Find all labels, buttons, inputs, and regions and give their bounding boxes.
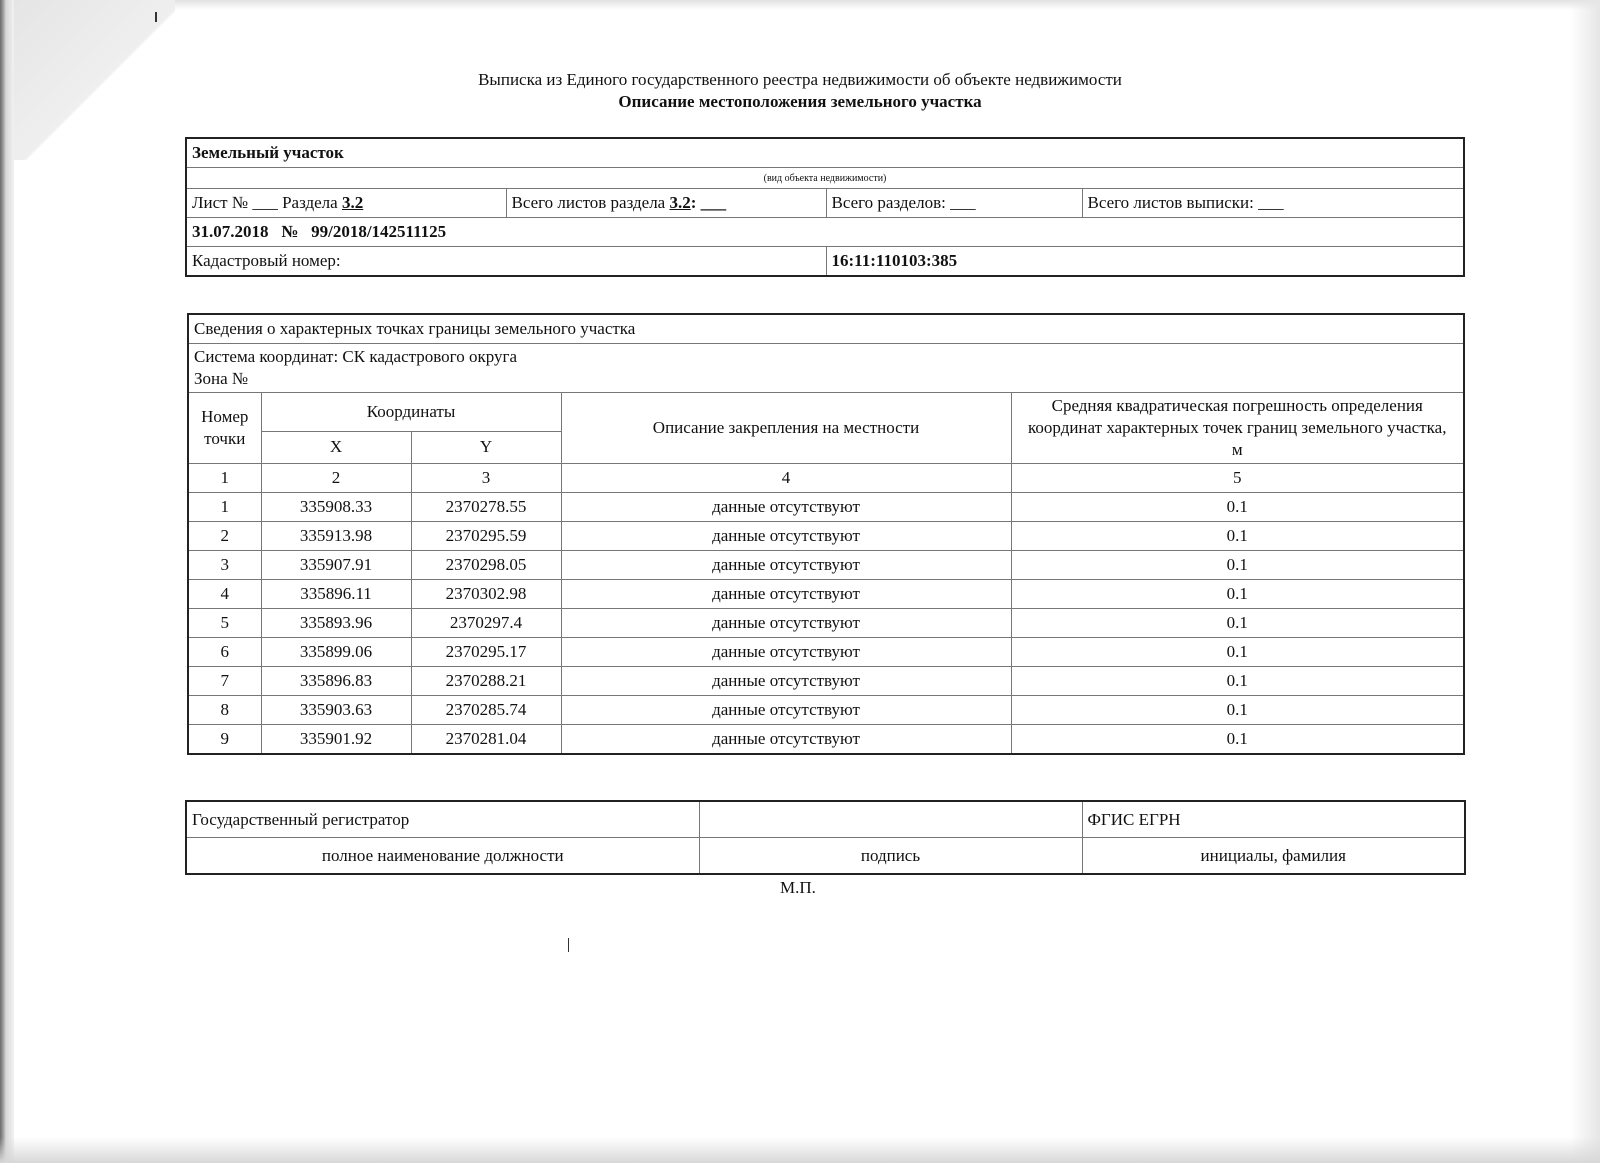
column-number: 5	[1011, 464, 1464, 493]
point-error: 0.1	[1011, 493, 1464, 522]
extract-date: 31.07.2018	[192, 222, 269, 241]
point-row	[188, 522, 1464, 551]
section-label: Раздела	[282, 193, 338, 212]
point-error: 0.1	[1011, 551, 1464, 580]
point-row	[188, 725, 1464, 755]
coord-system-cell	[188, 344, 1464, 393]
point-row	[188, 667, 1464, 696]
point-row	[188, 638, 1464, 667]
point-error: 0.1	[1011, 638, 1464, 667]
section-value: 3.2	[341, 193, 364, 212]
boundary-points-table	[187, 313, 1465, 755]
point-row	[188, 609, 1464, 638]
column-number: 1	[188, 464, 261, 493]
point-error: 0.1	[1011, 609, 1464, 638]
point-y: 2370285.74	[411, 696, 561, 725]
point-error: 0.1	[1011, 667, 1464, 696]
object-type: Земельный участок	[186, 138, 1464, 168]
col-header-coords: Координаты	[261, 393, 561, 432]
total-sheets-extract-label: Всего листов выписки:	[1087, 193, 1254, 212]
point-description: данные отсутствуют	[561, 522, 1011, 551]
point-y: 2370302.98	[411, 580, 561, 609]
point-x: 335896.11	[261, 580, 411, 609]
col-header-y: Y	[411, 431, 561, 463]
cadastral-number-value: 16:11:110103:385	[826, 247, 1464, 277]
point-x: 335907.91	[261, 551, 411, 580]
point-x: 335896.83	[261, 667, 411, 696]
scan-speck	[568, 938, 569, 952]
registrar-position: Государственный регистратор	[186, 801, 699, 838]
point-description: данные отсутствуют	[561, 580, 1011, 609]
col-header-point-no: Номер точки	[188, 393, 261, 464]
extract-number: 99/2018/142511125	[311, 222, 447, 241]
column-number: 4	[561, 464, 1011, 493]
point-y: 2370295.17	[411, 638, 561, 667]
name-caption: инициалы, фамилия	[1082, 838, 1465, 875]
total-sheets-section-ref: 3.2	[669, 193, 691, 212]
registrar-name: ФГИС ЕГРН	[1082, 801, 1465, 838]
point-description: данные отсутствуют	[561, 551, 1011, 580]
point-row	[188, 493, 1464, 522]
point-number: 1	[188, 493, 261, 522]
point-description: данные отсутствуют	[561, 667, 1011, 696]
total-sections-label: Всего разделов:	[831, 193, 946, 212]
point-x: 335899.06	[261, 638, 411, 667]
sheet-number-cell	[186, 189, 506, 218]
zone-number: Зона №	[194, 369, 249, 388]
point-y: 2370295.59	[411, 522, 561, 551]
number-sign: №	[281, 222, 299, 241]
point-y: 2370297.4	[411, 609, 561, 638]
scan-edge-bottom	[0, 1137, 1600, 1163]
scan-edge-right	[1570, 0, 1600, 1163]
col-header-error: Средняя квадратическая погрешность определения координат характерных точек границ земельного участка, м	[1011, 393, 1464, 464]
scan-speck	[155, 12, 157, 22]
total-sheets-section-value: : ___	[690, 193, 727, 212]
point-description: данные отсутствуют	[561, 609, 1011, 638]
document-title: Выписка из Единого государственного реестра недвижимости об объекте недвижимости	[478, 70, 1122, 89]
col-header-x: X	[261, 431, 411, 463]
point-y: 2370281.04	[411, 725, 561, 755]
point-x: 335901.92	[261, 725, 411, 755]
object-type-caption: (вид объекта недвижимости)	[186, 168, 1464, 189]
stamp-place: М.П.	[780, 878, 816, 897]
point-description: данные отсутствуют	[561, 725, 1011, 755]
total-sheets-extract-value: ___	[1258, 193, 1284, 212]
sheet-number-label: Лист №	[192, 193, 249, 212]
total-sections-value: ___	[950, 193, 976, 212]
point-x: 335903.63	[261, 696, 411, 725]
point-error: 0.1	[1011, 580, 1464, 609]
point-number: 9	[188, 725, 261, 755]
document-subtitle: Описание местоположения земельного участка	[618, 92, 982, 111]
point-x: 335913.98	[261, 522, 411, 551]
point-description: данные отсутствуют	[561, 493, 1011, 522]
points-block-title: Сведения о характерных точках границы земельного участка	[188, 314, 1464, 344]
point-description: данные отсутствуют	[561, 696, 1011, 725]
point-number: 5	[188, 609, 261, 638]
point-number: 3	[188, 551, 261, 580]
point-number: 6	[188, 638, 261, 667]
point-y: 2370298.05	[411, 551, 561, 580]
point-error: 0.1	[1011, 696, 1464, 725]
registrar-signature	[699, 801, 1082, 838]
signature-caption: подпись	[699, 838, 1082, 875]
cadastral-number-label: Кадастровый номер:	[186, 247, 826, 277]
point-error: 0.1	[1011, 522, 1464, 551]
object-info-table	[185, 137, 1465, 277]
point-number: 8	[188, 696, 261, 725]
point-row	[188, 580, 1464, 609]
point-row	[188, 551, 1464, 580]
position-caption: полное наименование должности	[186, 838, 699, 875]
scan-edge-left	[0, 0, 14, 1163]
column-number: 2	[261, 464, 411, 493]
point-x: 335908.33	[261, 493, 411, 522]
signature-table	[185, 800, 1466, 875]
coord-system: Система координат: СК кадастрового округа	[194, 347, 518, 366]
column-numbers-row	[188, 464, 1464, 493]
column-number: 3	[411, 464, 561, 493]
total-sections-cell	[826, 189, 1082, 218]
point-number: 4	[188, 580, 261, 609]
scan-edge-top	[0, 0, 1600, 10]
total-sheets-extract-cell	[1082, 189, 1464, 218]
point-row	[188, 696, 1464, 725]
total-sheets-section-label: Всего листов раздела	[511, 193, 666, 212]
point-y: 2370278.55	[411, 493, 561, 522]
point-y: 2370288.21	[411, 667, 561, 696]
point-description: данные отсутствуют	[561, 638, 1011, 667]
point-number: 7	[188, 667, 261, 696]
extract-date-number	[186, 218, 1464, 247]
sheet-number-value: ___	[252, 193, 278, 212]
total-sheets-section-cell	[506, 189, 826, 218]
point-number: 2	[188, 522, 261, 551]
point-error: 0.1	[1011, 725, 1464, 755]
point-rows	[188, 493, 1464, 755]
point-x: 335893.96	[261, 609, 411, 638]
col-header-description: Описание закрепления на местности	[561, 393, 1011, 464]
